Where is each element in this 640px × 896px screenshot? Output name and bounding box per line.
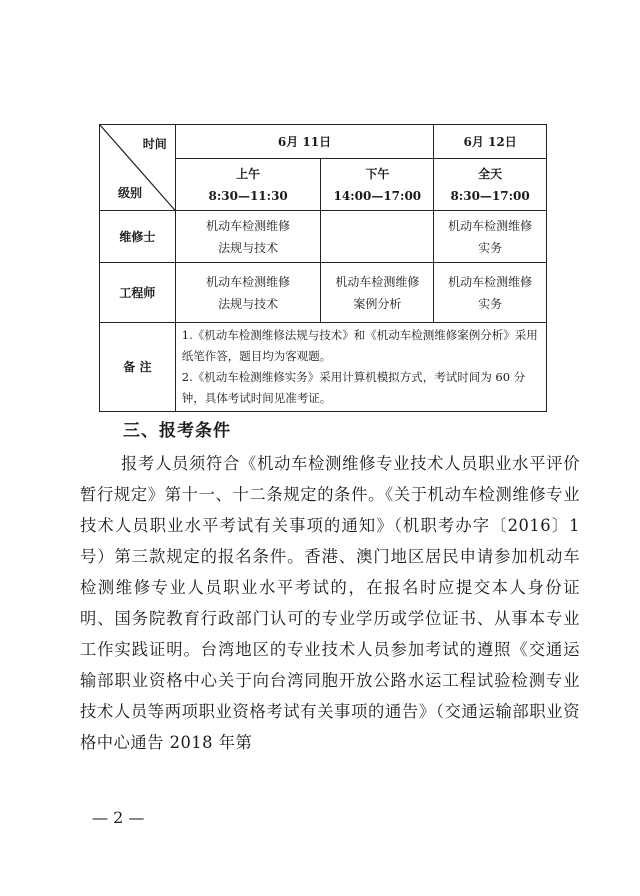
session-allday-label: 全天 — [478, 166, 503, 181]
header-level-label: 级别 — [118, 186, 143, 200]
table-row — [100, 323, 547, 412]
session-afternoon-time: 14:00—17:00 — [333, 188, 422, 203]
cell-line: 案例分析 — [353, 296, 402, 311]
cell-engineer-allday — [434, 263, 547, 323]
cell-line: 法规与技术 — [218, 296, 279, 311]
note-item: 1.《机动车检测维修法规与技术》和《机动车检测维修案例分析》采用纸笔作答，题目均为客观题。 — [181, 328, 538, 363]
cell-line: 机动车检测维修 — [206, 218, 291, 233]
date-june-11: 6月 11日 — [175, 125, 433, 159]
session-allday-time: 8:30—17:00 — [450, 188, 530, 203]
session-afternoon — [321, 159, 434, 211]
cell-technician-pm — [321, 211, 434, 263]
cell-technician-am — [175, 211, 321, 263]
body-paragraph: 报考人员须符合《机动车检测维修专业技术人员职业水平评价暂行规定》第十一、十二条规定的条件。《关于机动车检测维修专业技术人员职业水平考试有关事项的通知》（机职考办字〔2016〕1号）第三款规定的报名条件。香港、澳门地区居民申请参加机动车检测维修专业人员职业水平考试的，在报名时应提交本人身份证明、国务院教育行政部门认可的专业学历或学位证书、从事本专业工作实践证明。台湾地区的专业技术人员参加考试的遵照《交通运输部职业资格中心关于向台湾同胞开放公路水运工程试验检测专业技术人员等两项职业资格考试有关事项的通告》（交通运输部职业资格中心通告 2018 年第 — [80, 454, 580, 752]
cell-engineer-pm — [321, 263, 434, 323]
exam-schedule-table — [99, 124, 547, 412]
level-technician: 维修士 — [100, 211, 176, 263]
table-row — [100, 263, 547, 323]
section-title: 三、报考条件 — [123, 421, 231, 441]
date-june-12: 6月 12日 — [434, 125, 547, 159]
session-afternoon-label: 下午 — [365, 166, 390, 181]
cell-line: 机动车检测维修 — [448, 218, 533, 233]
level-engineer: 工程师 — [100, 263, 176, 323]
session-allday — [434, 159, 547, 211]
table-corner-header — [100, 125, 176, 211]
notes-label: 备 注 — [100, 323, 176, 412]
session-morning-time: 8:30—11:30 — [208, 188, 288, 203]
cell-line: 机动车检测维修 — [448, 274, 533, 289]
cell-line: 机动车检测维修 — [206, 274, 291, 289]
notes-content — [175, 323, 546, 412]
note-item: 2.《机动车检测维修实务》采用计算机模拟方式，考试时间为 60 分钟，具体考试时间见准考证。 — [181, 370, 526, 405]
cell-technician-allday — [434, 211, 547, 263]
cell-engineer-am — [175, 263, 321, 323]
table-row — [100, 211, 547, 263]
header-time-label: 时间 — [142, 137, 167, 151]
cell-line: 机动车检测维修 — [335, 274, 420, 289]
session-morning-label: 上午 — [236, 166, 261, 181]
page-number: — 2 — — [92, 808, 145, 827]
cell-line: 实务 — [478, 240, 503, 255]
cell-line: 法规与技术 — [218, 240, 279, 255]
session-morning — [175, 159, 321, 211]
cell-line: 实务 — [478, 296, 503, 311]
